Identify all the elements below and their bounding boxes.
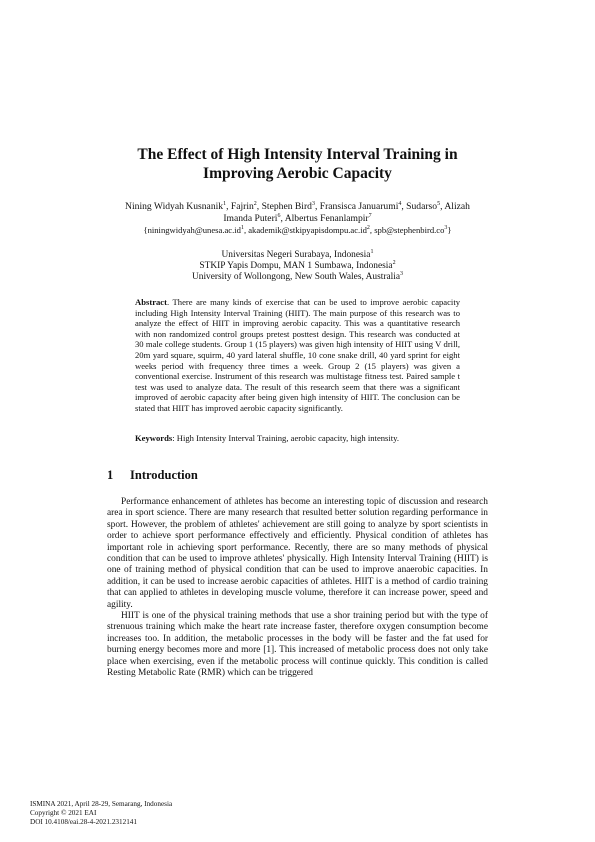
email-text[interactable]: {niningwidyah@unesa.ac.id bbox=[143, 225, 241, 235]
author-name: , Albertus Fenanlampir bbox=[280, 212, 369, 224]
footer-doi: DOI 10.4108/eai.28-4-2021.2312141 bbox=[30, 818, 137, 826]
affiliation-superscript: 1 bbox=[370, 248, 374, 255]
author-superscript: 1 bbox=[223, 200, 227, 207]
author-superscript: 4 bbox=[398, 200, 402, 207]
affiliation-item bbox=[150, 272, 445, 283]
affiliation-item bbox=[150, 250, 445, 261]
author-name: Nining Widyah Kusnanik bbox=[125, 201, 224, 212]
author-superscript: 3 bbox=[311, 200, 315, 207]
email-text: } bbox=[447, 225, 452, 235]
email-superscript: 2 bbox=[366, 225, 370, 232]
section-heading bbox=[107, 468, 198, 483]
author-superscript: 7 bbox=[368, 212, 372, 219]
keywords-text: : High Intensity Interval Training, aerobic capacity, high intensity. bbox=[172, 433, 400, 443]
author-line-2 bbox=[110, 213, 485, 225]
affiliation-name: STKIP Yapis Dompu, MAN 1 Sumbawa, Indonesia bbox=[199, 261, 393, 271]
abstract bbox=[135, 297, 460, 414]
footer-conference: ISMINA 2021, April 28-29, Semarang, Indonesia bbox=[30, 800, 173, 808]
abstract-text: . There are many kinds of exercise that can be used to improve aerobic capacity including High Intensity Interval Training (HIIT). The main purpose of this research was to analyze the effect of HIIT in improving aerobic capacity. This was a quantitative research with non randomized control groups pretest posttest design. This research was conducted at 30 male college students. Group 1 (15 players) was given high intensity of HIIT using V drill, 20m yard square, squirm, 40 yard lateral shuffle, 10 cone snake drill, 40 yard sprint for eight weeks period with frequency three times a week. Group 2 (15 players) was given a conventional exercise. Instrument of this research was multistage fitness test. Paired sample t test was used to analyze data. The result of this research seem that there was a significant improved of aerobic capacity after being given high intensity of HIIT. The conclusion can be stated that HIIT has improved aerobic capacity significantly. bbox=[135, 297, 460, 413]
author-superscript: 6 bbox=[277, 212, 281, 219]
abstract-label: Abstract bbox=[135, 297, 167, 307]
author-superscript: 5 bbox=[437, 200, 441, 207]
keywords bbox=[135, 433, 460, 444]
author-list bbox=[110, 201, 485, 224]
section-number: 1 bbox=[107, 468, 114, 482]
paragraph: Performance enhancement of athletes has become an interesting topic of discussion and research area in sport science. There are many research that resulted better solution regarding performance in sport. However, the problem of athletes' achievement are still going to analyze by sport scientists in order to achieve sport performance effectively and efficiently. Physical condition of athletes has important role in achieving sport performance. Recently, there are so many methods of physical condition that can be used to improve athletes' physically. High Intensity Interval Training (HIIT) is one of training method of physical condition that can be used to improve anaerobic capacities. In addition, it can be used to increase aerobic capacities of athletes. HIIT is a method of cardio training that can applied to athletes in developing muscle volume, therefore it can increase power, speed and agility. bbox=[107, 497, 488, 610]
email-text[interactable]: , akademik@stkipyapisdompu.ac.id bbox=[243, 225, 367, 235]
author-name: , Stephen Bird bbox=[256, 201, 312, 212]
footer-copyright: Copyright © 2021 EAI bbox=[30, 809, 97, 817]
paper-title-line1: The Effect of High Intensity Interval Training in bbox=[137, 146, 458, 163]
email-text[interactable]: , spb@stephenbird.co bbox=[369, 225, 445, 235]
author-name: , Fransisca Januarumi bbox=[314, 201, 399, 212]
author-name: Imanda Puteri bbox=[223, 212, 278, 224]
email-superscript: 3 bbox=[444, 225, 448, 232]
page-footer bbox=[30, 800, 172, 827]
author-name: , Sudarso bbox=[401, 201, 438, 212]
paragraph: HIIT is one of the physical training methods that use a shor training period but with the type of strenuous training which make the heart rate increase faster, therefore oxygen consumption become increases too. In addition, the metabolic processes in the body will be faster and the fat used for burning energy becomes more and more [1]. This increased of metabolic process does not only take place when exercising, even if the metabolic process will continue quickly. This condition is called Resting Metabolic Rate (RMR) which can be triggered bbox=[107, 611, 488, 679]
body-text bbox=[107, 497, 488, 680]
affiliation-name: Universitas Negeri Surabaya, Indonesia bbox=[221, 250, 371, 260]
affiliation-superscript: 2 bbox=[392, 259, 396, 266]
paper-title bbox=[80, 145, 515, 183]
author-name: , Fajrin bbox=[226, 201, 254, 212]
author-name: , Alizah bbox=[440, 201, 470, 212]
author-emails bbox=[100, 225, 495, 236]
email-superscript: 1 bbox=[240, 225, 244, 232]
author-superscript: 2 bbox=[253, 200, 257, 207]
keywords-label: Keywords bbox=[135, 433, 173, 443]
affiliation-superscript: 3 bbox=[400, 270, 404, 277]
affiliations bbox=[150, 250, 445, 283]
author-line-1 bbox=[110, 201, 485, 213]
affiliation-name: University of Wollongong, New South Wales, Australia bbox=[191, 272, 401, 282]
paper-title-line2: Improving Aerobic Capacity bbox=[203, 165, 392, 182]
section-title: Introduction bbox=[130, 468, 198, 482]
